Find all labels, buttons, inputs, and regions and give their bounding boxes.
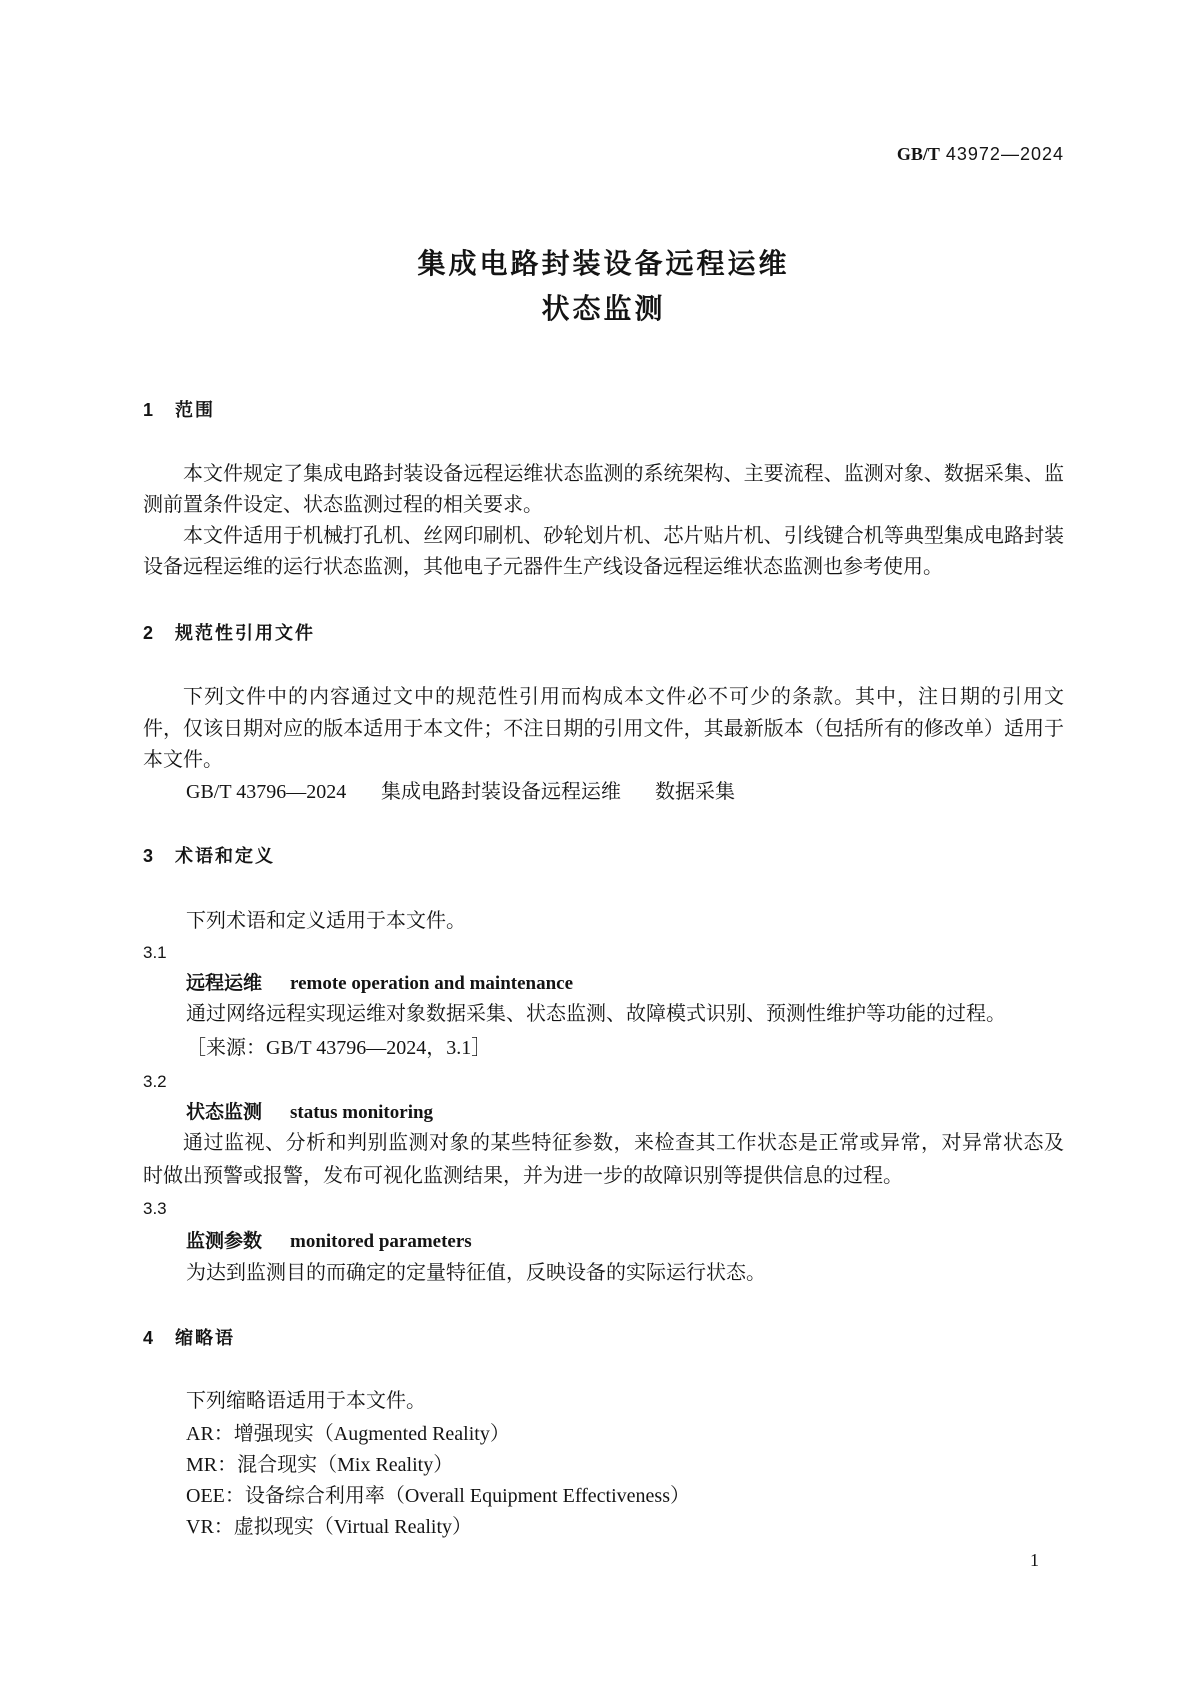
- section-title: 术语和定义: [175, 846, 275, 866]
- term-number: 3.3: [143, 1199, 167, 1218]
- reference-code: GB/T 43796—2024: [186, 781, 347, 803]
- section-number: 3: [143, 846, 154, 866]
- scope-paragraph-2-line-1: 本文件适用于机械打孔机、丝网印刷机、砂轮划片机、芯片贴片机、引线键合机等典型集成电路封装: [183, 525, 1064, 547]
- term-english: monitored parameters: [290, 1231, 472, 1252]
- term-english: status monitoring: [290, 1102, 434, 1123]
- section-heading-abbreviations: [143, 1324, 1064, 1352]
- abbreviation-item: MR：混合现实（Mix Reality）: [186, 1454, 454, 1476]
- term-chinese: 状态监测: [186, 1102, 263, 1123]
- reference-title-main: 集成电路封装设备远程运维: [381, 781, 621, 803]
- abbreviations-intro: 下列缩略语适用于本文件。: [186, 1390, 426, 1412]
- section-title: 缩略语: [175, 1328, 235, 1348]
- scope-paragraph-1-line-1: 本文件规定了集成电路封装设备远程运维状态监测的系统架构、主要流程、监测对象、数据采集、监: [183, 463, 1064, 485]
- document-title-line-2: 状态监测: [541, 293, 666, 324]
- abbreviation-item: OEE：设备综合利用率（Overall Equipment Effectiveness）: [186, 1485, 690, 1507]
- section-number: 2: [143, 623, 154, 643]
- term-chinese: 远程运维: [186, 973, 263, 994]
- term-number: 3.2: [143, 1072, 167, 1091]
- term-chinese: 监测参数: [186, 1231, 263, 1252]
- section-number: 4: [143, 1328, 154, 1348]
- scope-paragraph-2-line-2: 设备远程运维的运行状态监测，其他电子元器件生产线设备远程运维状态监测也参考使用。: [143, 556, 943, 578]
- references-paragraph-line-2: 件，仅该日期对应的版本适用于本文件；不注日期的引用文件，其最新版本（包括所有的修改单）适用于: [143, 718, 1064, 740]
- term-definition: 为达到监测目的而确定的定量特征值，反映设备的实际运行状态。: [186, 1262, 766, 1284]
- section-number: 1: [143, 400, 154, 420]
- section-title: 规范性引用文件: [175, 623, 315, 643]
- section-title: 范围: [175, 400, 215, 420]
- standard-code-prefix: GB/T: [896, 144, 940, 164]
- term-number: 3.1: [143, 943, 167, 962]
- terms-intro: 下列术语和定义适用于本文件。: [186, 910, 466, 932]
- references-paragraph-line-1: 下列文件中的内容通过文中的规范性引用而构成本文件必不可少的条款。其中，注日期的引用文: [183, 686, 1064, 708]
- section-heading-scope: [143, 396, 1064, 424]
- term-english: remote operation and maintenance: [290, 973, 574, 994]
- section-heading-terms-definitions: [143, 842, 1064, 870]
- term-entry: [143, 1097, 1064, 1128]
- term-entry: [143, 968, 1064, 999]
- document-title-line-1: 集成电路封装设备远程运维: [417, 248, 790, 279]
- term-source: ［来源：GB/T 43796—2024，3.1］: [186, 1037, 492, 1059]
- reference-title-part: 数据采集: [655, 781, 735, 803]
- references-paragraph-line-3: 本文件。: [143, 749, 223, 771]
- term-entry: [143, 1226, 1064, 1257]
- reference-entry: [143, 777, 1064, 808]
- page-number: 1: [1030, 1550, 1039, 1570]
- term-definition: 通过网络远程实现运维对象数据采集、状态监测、故障模式识别、预测性维护等功能的过程。: [186, 1003, 1006, 1025]
- standard-code-number: 43972—2024: [945, 144, 1064, 164]
- term-definition-line-2: 时做出预警或报警，发布可视化监测结果，并为进一步的故障识别等提供信息的过程。: [143, 1165, 903, 1187]
- abbreviation-item: VR：虚拟现实（Virtual Reality）: [186, 1516, 472, 1538]
- standard-code-header: [897, 142, 1064, 166]
- abbreviation-item: AR：增强现实（Augmented Reality）: [186, 1423, 510, 1445]
- term-definition-line-1: 通过监视、分析和判别监测对象的某些特征参数，来检查其工作状态是正常或异常，对异常状态及: [183, 1132, 1064, 1154]
- scope-paragraph-1-line-2: 测前置条件设定、状态监测过程的相关要求。: [143, 494, 543, 516]
- section-heading-normative-references: [143, 619, 1064, 647]
